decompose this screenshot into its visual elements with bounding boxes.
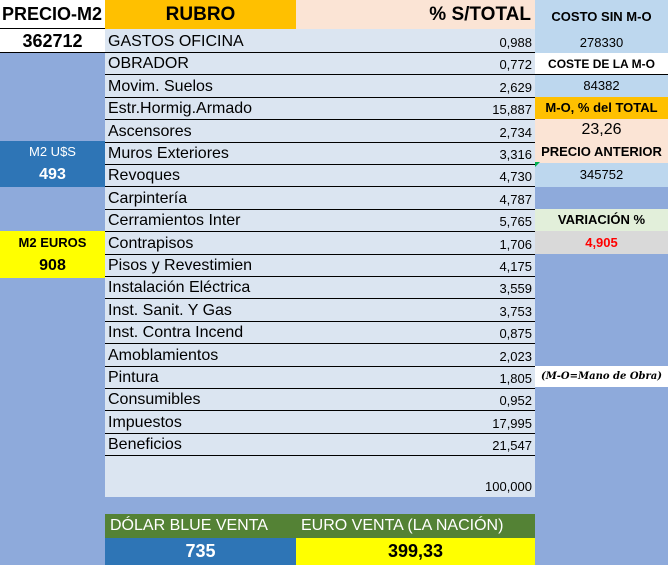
table-row[interactable] [105,255,535,277]
euro-venta-label: EURO VENTA (LA NACIÓN) [296,514,535,538]
rubro-name: Inst. Sanit. Y Gas [108,301,232,319]
rubro-name: Beneficios [108,436,182,454]
costo-sin-mo-label: COSTO SIN M-O [535,0,668,29]
coste-mo-value[interactable]: 84382 [535,75,668,97]
rubro-name: Cerramientos Inter [108,212,241,230]
table-row[interactable] [105,233,535,255]
rubro-pct-value[interactable]: 3,753 [499,303,532,319]
table-row[interactable] [105,165,535,187]
rubro-name: GASTOS OFICINA [108,33,244,50]
header-pct-total: % S/TOTAL [296,0,535,29]
precio-anterior-label: PRECIO ANTERIOR [535,141,668,163]
rubro-name: Pintura [108,369,159,386]
table-row[interactable] [105,98,535,120]
rubro-name: Estr.Hormig.Armado [108,100,253,118]
dolar-blue-value[interactable]: 735 [105,538,296,565]
rubro-pct-value[interactable]: 3,559 [499,281,532,297]
rubro-pct-value[interactable]: 3,316 [499,147,532,162]
rubro-pct-value[interactable]: 17,995 [492,415,532,431]
rubro-name: Contrapisos [108,234,194,252]
rubro-pct-value[interactable]: 15,887 [492,102,532,118]
table-row[interactable] [105,412,535,434]
m2-usd-value[interactable]: 493 [0,163,105,187]
mo-pct-value[interactable]: 23,26 [535,119,668,141]
rubro-pct-value[interactable]: 0,772 [499,57,532,73]
mano-de-obra-note: (M-O=Mano de Obra) [535,366,668,387]
rubro-name: Instalación Eléctrica [108,279,251,297]
table-row[interactable] [105,210,535,232]
rubro-name: Inst. Contra Incend [108,324,244,342]
table-row[interactable] [105,188,535,210]
coste-mo-label: COSTE DE LA M-O [535,53,668,75]
rubro-name: Pisos y Revestimien [108,257,253,274]
table-row[interactable] [105,76,535,98]
rubro-name: Amoblamientos [108,346,219,364]
total-value[interactable]: 100,000 [485,479,532,494]
rubro-pct-value[interactable]: 2,023 [499,348,532,364]
table-row[interactable] [105,389,535,411]
table-row[interactable] [105,345,535,367]
table-row[interactable] [105,434,535,456]
rubro-pct-value[interactable]: 0,875 [499,326,532,342]
rubro-pct-value[interactable]: 4,175 [499,259,532,274]
rubro-name: Muros Exteriores [108,145,229,162]
euro-venta-value[interactable]: 399,33 [296,538,535,565]
m2-euros-value[interactable]: 908 [0,254,105,278]
rubro-pct-value[interactable]: 1,805 [499,371,532,386]
precio-m2-label: PRECIO-M2 [0,0,105,29]
table-row[interactable] [105,367,535,389]
rubro-name: Consumibles [108,391,201,409]
variacion-value[interactable]: 4,905 [535,231,668,254]
costo-sin-mo-value[interactable]: 278330 [535,29,668,53]
rubro-pct-value[interactable]: 1,706 [499,236,532,252]
rubro-name: Impuestos [108,413,182,431]
rubro-pct-value[interactable]: 2,734 [499,124,532,140]
precio-m2-value[interactable]: 362712 [0,29,105,53]
rubro-pct-value[interactable]: 21,547 [492,438,532,454]
rubro-name: Movim. Suelos [108,77,213,95]
m2-usd-label: M2 U$S [0,141,105,163]
header-rubro: RUBRO [105,0,296,29]
table-row[interactable] [105,121,535,143]
table-row[interactable] [105,322,535,344]
rubro-name: Ascensores [108,122,192,140]
rubro-pct-value[interactable]: 5,765 [499,214,532,230]
rubro-name: Revoques [108,167,181,185]
rubro-pct-value[interactable]: 0,952 [499,393,532,409]
table-row[interactable] [105,143,535,165]
table-row[interactable] [105,277,535,299]
variacion-label: VARIACIÓN % [535,209,668,231]
rubro-pct-value[interactable]: 0,988 [499,35,532,50]
rubro-pct-value[interactable]: 2,629 [499,79,532,95]
rubro-pct-value[interactable]: 4,730 [499,169,532,185]
cell-comment-marker [535,162,540,167]
precio-anterior-value[interactable]: 345752 [535,163,668,187]
table-row[interactable] [105,300,535,322]
m2-euros-label: M2 EUROS [0,231,105,254]
table-row[interactable] [105,31,535,53]
rubro-name: OBRADOR [108,55,189,73]
dolar-blue-label: DÓLAR BLUE VENTA [105,514,296,538]
rubro-pct-value[interactable]: 4,787 [499,191,532,207]
mo-pct-label: M-O, % del TOTAL [535,97,668,119]
table-row[interactable] [105,53,535,75]
rubro-name: Carpintería [108,189,188,207]
